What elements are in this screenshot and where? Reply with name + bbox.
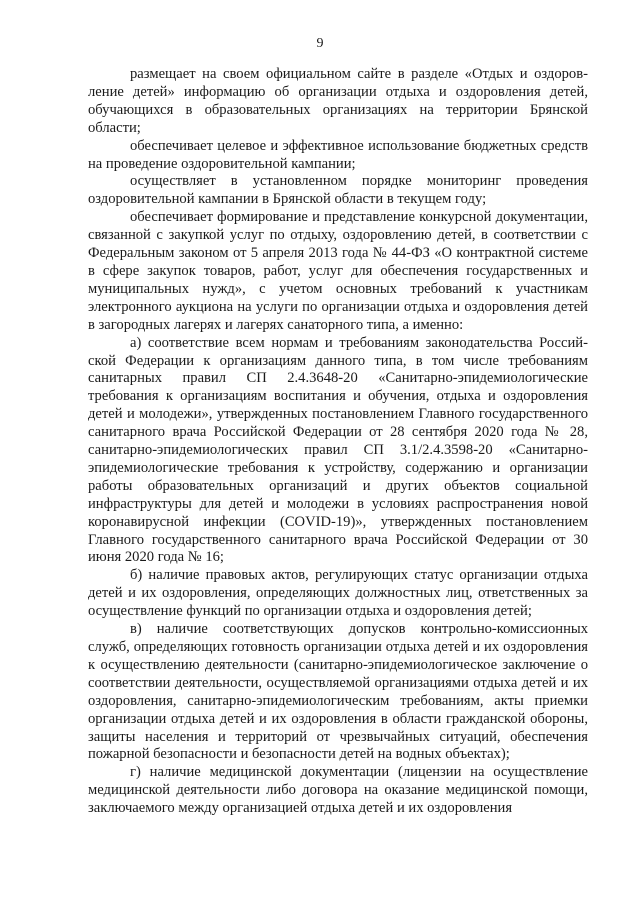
paragraph-website: размещает на своем официальном сайте в разделе «Отдых и оздоровление детей» информацию об организации отдыха и оздоровления детей, обучающихся в образовательных организациях на территории Брянской области; <box>88 66 588 136</box>
paragraph-item-b: б) наличие правовых актов, регулирующих статус организации отдыха детей и их оздоровления, определяющих должностных лиц, ответственных за осуществление функций по организации отдыха и оздоровления детей; <box>88 567 588 620</box>
paragraph-item-g: г) наличие медицинской документации (лицензии на осуществление медицинской деятельности либо договора на оказание медицинской помощи, заключаемого между организацией отдыха детей и их оздоровления <box>88 764 588 817</box>
paragraph-monitoring: осуществляет в установленном порядке мониторинг проведения оздоровительной кампании в Брянской области в текущем году; <box>88 173 588 208</box>
page-number: 9 <box>316 36 324 51</box>
paragraph-budget: обеспечивает целевое и эффективное использование бюджетных средств на проведение оздоровительной кампании; <box>88 137 588 172</box>
paragraph-tender-documentation: обеспечивает формирование и представление конкурсной документации, связанной с закупкой услуг по отдыху, оздоровлению детей, в соответствии с Федеральным законом от 5 апреля 2013 года № 44-ФЗ «О контрактной системе в сфере закупок товаров, работ, услуг для обеспечения государственных и муниципальных нужд», с учетом основных требований к участникам электронного аукциона на услуги по организации отдыха и оздоровления детей в загородных лагерях и лагерях санаторного типа, а именно: <box>88 209 588 333</box>
paragraph-item-v: в) наличие соответствующих допусков контрольно-комиссионных служб, определяющих готовность организации отдыха детей и их оздоровления к осуществлению деятельности (санитарно-эпидемиологическое заключение о соответствии деятельности, осуществляемой организациями отдыха детей и их оздоровления, санитарно-эпидемиологическим требованиям, акты приемки организации отдыха детей и их оздоровления в области гражданской обороны, защиты населения и территорий от чрезвычайных ситуаций, обеспечения пожарной безопасности и безопасности детей на водных объектах); <box>88 621 588 763</box>
paragraph-item-a: а) соответствие всем нормам и требованиям законодательства Российской Федерации к организациям данного типа, в том числе требованиям санитарных правил СП 2.4.3648-20 «Санитарно-эпидемиологические требования к организациям воспитания и обучения, отдыха и оздоровления детей и молодежи», утвержденных постановлением Главного государственного санитарного врача Российской Федерации от 28 сентября 2020 года № 28, санитарно-эпидемиологических правил СП 3.1/2.4.3598-20 «Санитарно-эпидемиологические требования к устройству, содержанию и организации работы образовательных организаций и других объектов социальной инфраструктуры для детей и молодежи в условиях распространения новой коронавирусной инфекции (COVID-19)», утвержденных постановлением Главного государственного санитарного врача Российской Федерации от 30 июня 2020 года № 16; <box>88 334 588 566</box>
document-body <box>88 66 588 818</box>
